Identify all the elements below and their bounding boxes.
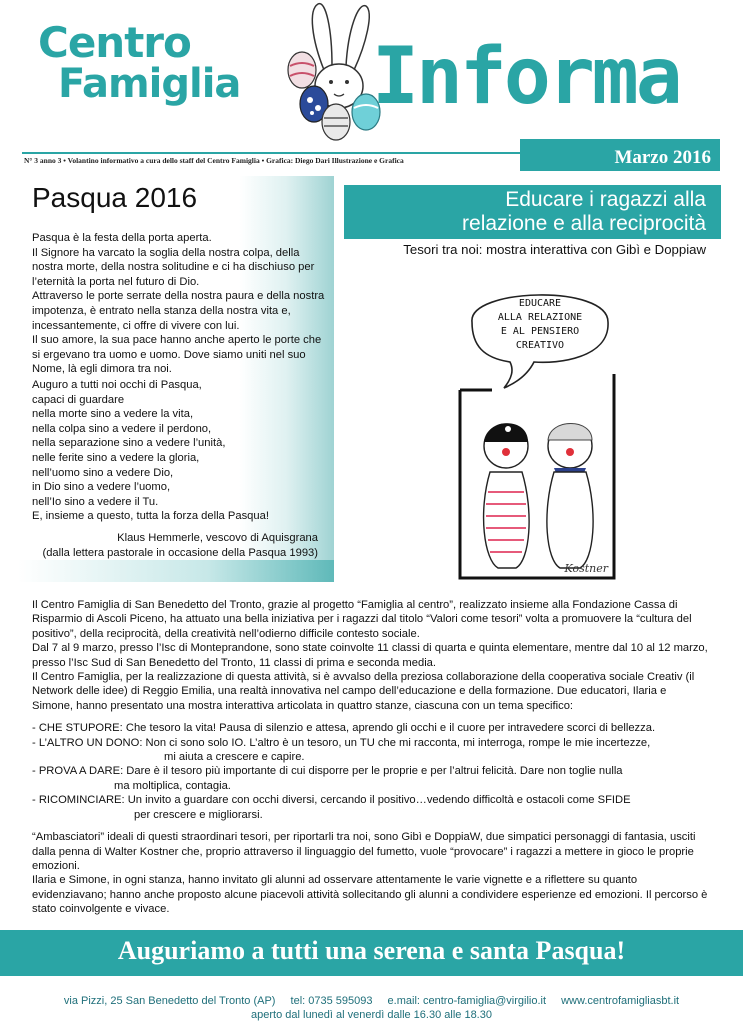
pasqua-paragraph: Il suo amore, la sua pace hanno anche aperto le porte che si ergevano tra uomo e uomo. Dove siamo uniti nel suo Nome, là egli dimora tra noi. — [32, 334, 322, 376]
bubble-line: E AL PENSIERO — [500, 326, 580, 337]
theme-line: - RICOMINCIARE: Un invito a guardare con occhi diversi, cercando il positivo…vedendo difficoltà e ostacoli come SFIDE — [32, 794, 631, 807]
educare-title-line: Educare i ragazzi alla — [505, 188, 706, 211]
theme-altro-un-dono — [32, 736, 708, 765]
footer-email[interactable]: e.mail: centro-famiglia@virgilio.it — [387, 995, 547, 1007]
poem-line: nell’uomo sino a vedere Dio, — [32, 466, 174, 479]
theme-line: mi aiuta a crescere e capire. — [164, 751, 305, 764]
poem-line: capaci di guardare — [32, 393, 125, 406]
article-body — [32, 598, 708, 917]
theme-prova-a-dare — [32, 764, 708, 793]
footer-address: via Pizzi, 25 San Benedetto del Tronto (AP) — [63, 995, 276, 1007]
educare-title — [350, 188, 706, 236]
footer-phone[interactable]: tel: 0735 595093 — [290, 995, 373, 1007]
theme-line: - PROVA A DARE: Dare è il tesoro più importante di cui disporre per le proprie e per l’altrui felicità. Dare non toglie nulla — [32, 765, 623, 778]
pasqua-poem — [32, 378, 328, 524]
poem-line: nella colpa sino a vedere il perdono, — [32, 422, 212, 435]
pasqua-title: Pasqua 2016 — [32, 182, 198, 213]
bubble-line: EDUCARE — [518, 298, 562, 309]
footer-contacts — [0, 995, 743, 1007]
easter-banner-text: Auguriamo a tutti una serena e santa Pasqua! — [117, 936, 626, 965]
article-paragraph: Ilaria e Simone, in ogni stanza, hanno invitato gli alunni ad osservare attentamente le varie vignette e a riflettere su quanto evidenziavano; hanno anche proposto alcune piacevoli attività sollecitando gli alunni a condividere esperienze ed emozioni. Il percorso è stato coinvolgente e vivace. — [32, 874, 708, 916]
logo-informa: Informa — [372, 32, 680, 122]
pasqua-author: Klaus Hemmerle, vescovo di Aquisgrana — [117, 532, 318, 544]
article-paragraph: “Ambasciatori” ideali di questi straordinari tesori, per riportarli tra noi, sono Gibì e DoppiaW, due simpatici personaggi di fantasia, usciti dalla penna di Walter Kostner che, proprio attraverso il linguaggio del fumetto, vuole “provocare” i ragazzi a mettere in gioco le proprie emozioni. — [32, 831, 696, 872]
masthead-meta: N° 3 anno 3 • Volantino informativo a cura dello staff del Centro Famiglia • Grafica: Diego Dari Illustrazione e Grafica — [24, 156, 404, 165]
bubble-line: ALLA RELAZIONE — [497, 312, 583, 323]
pasqua-panel-strip — [18, 560, 334, 582]
theme-line: per crescere e migliorarsi. — [134, 808, 263, 821]
theme-che-stupore: - CHE STUPORE: Che tesoro la vita! Pausa di silenzio e attesa, aprendo gli occhi e il cuore per intravedere scorci di bellezza. — [32, 722, 656, 735]
poem-line: nella morte sino a vedere la vita, — [32, 408, 194, 421]
logo-centro: Centro — [38, 18, 191, 67]
pasqua-paragraph: Pasqua è la festa della porta aperta. — [32, 232, 212, 244]
bubble-line: CREATIVO — [515, 340, 565, 351]
poem-line: in Dio sino a vedere l’uomo, — [32, 481, 171, 494]
footer-website[interactable]: www.centrofamigliasbt.it — [561, 995, 680, 1007]
poem-line: E, insieme a questo, tutta la forza della Pasqua! — [32, 510, 269, 523]
cartoon-signature: Kostner — [564, 562, 608, 575]
pasqua-source: (dalla lettera pastorale in occasione della Pasqua 1993) — [42, 546, 318, 559]
issue-date: Marzo 2016 — [614, 147, 711, 168]
poem-line: nelle ferite sino a vedere la gloria, — [32, 451, 200, 464]
footer-hours: aperto dal lunedì al venerdì dalle 16.30 alle 18.30 — [251, 1009, 492, 1021]
article-paragraph: Il Centro Famiglia di San Benedetto del Tronto, grazie al progetto “Famiglia al centro”, realizzato insieme alla Fondazione Cassa di Risparmio di Ascoli Piceno, ha attuato una bella iniziativa per i ragazzi dal titolo “Valori come tesori” volta a promuovere la “cultura del positivo”, della reciprocità, della creatività nell’odierno difficile contesto sociale. — [32, 599, 692, 640]
pasqua-text — [32, 231, 328, 377]
article-paragraph: Dal 7 al 9 marzo, presso l’Isc di Monteprandone, sono state coinvolte 11 classi di quarta e quinta elementare, mentre dal 10 al 12 marzo, presso l’Isc Sud di San Benedetto del Tronto, 11 classi di prima e seconda media. — [32, 642, 708, 669]
logo-famiglia: Famiglia — [58, 61, 241, 107]
cartoon-illustration — [458, 282, 616, 592]
poem-line: nell’Io sino a vedere il Tu. — [32, 495, 159, 508]
theme-line: ma moltiplica, contagia. — [114, 779, 231, 792]
educare-title-line: relazione e alla reciprocità — [462, 212, 706, 235]
masthead-rule — [22, 152, 520, 154]
pasqua-signature — [32, 531, 318, 560]
poem-line: Auguro a tutti noi occhi di Pasqua, — [32, 379, 202, 391]
theme-ricominciare — [32, 793, 708, 822]
poem-line: nella separazione sino a vedere l’unità, — [32, 437, 226, 450]
educare-subtitle: Tesori tra noi: mostra interattiva con Gibì e Doppiaw — [403, 242, 706, 257]
pasqua-paragraph: Il Signore ha varcato la soglia della nostra colpa, della nostra morte, della nostra solitudine e ci ha dischiuso per l’eternità la porta nel futuro di Dio. — [32, 246, 315, 288]
article-paragraph: Il Centro Famiglia, per la realizzazione di questa attività, si è avvalso della preziosa collaborazione della cooperativa sociale Creativ (il Network delle idee) di Reggio Emilia, una realtà innovativa nel campo dell’educazione e della formazione. Due educatori, Ilaria e Simone, hanno presentato una mostra interattiva articolata in quattro stanze, ciascuna con un tema specifico: — [32, 671, 695, 712]
theme-line: - L’ALTRO UN DONO: Non ci sono solo IO. L’altro è un tesoro, un TU che mi racconta, mi interroga, rompe le mie incertezze, — [32, 736, 651, 749]
pasqua-paragraph: Attraverso le porte serrate della nostra paura e della nostra impotenza, è entrato nella stanza della nostra vita e, incessantemente, ci offre di vivere con lui. — [32, 290, 325, 332]
